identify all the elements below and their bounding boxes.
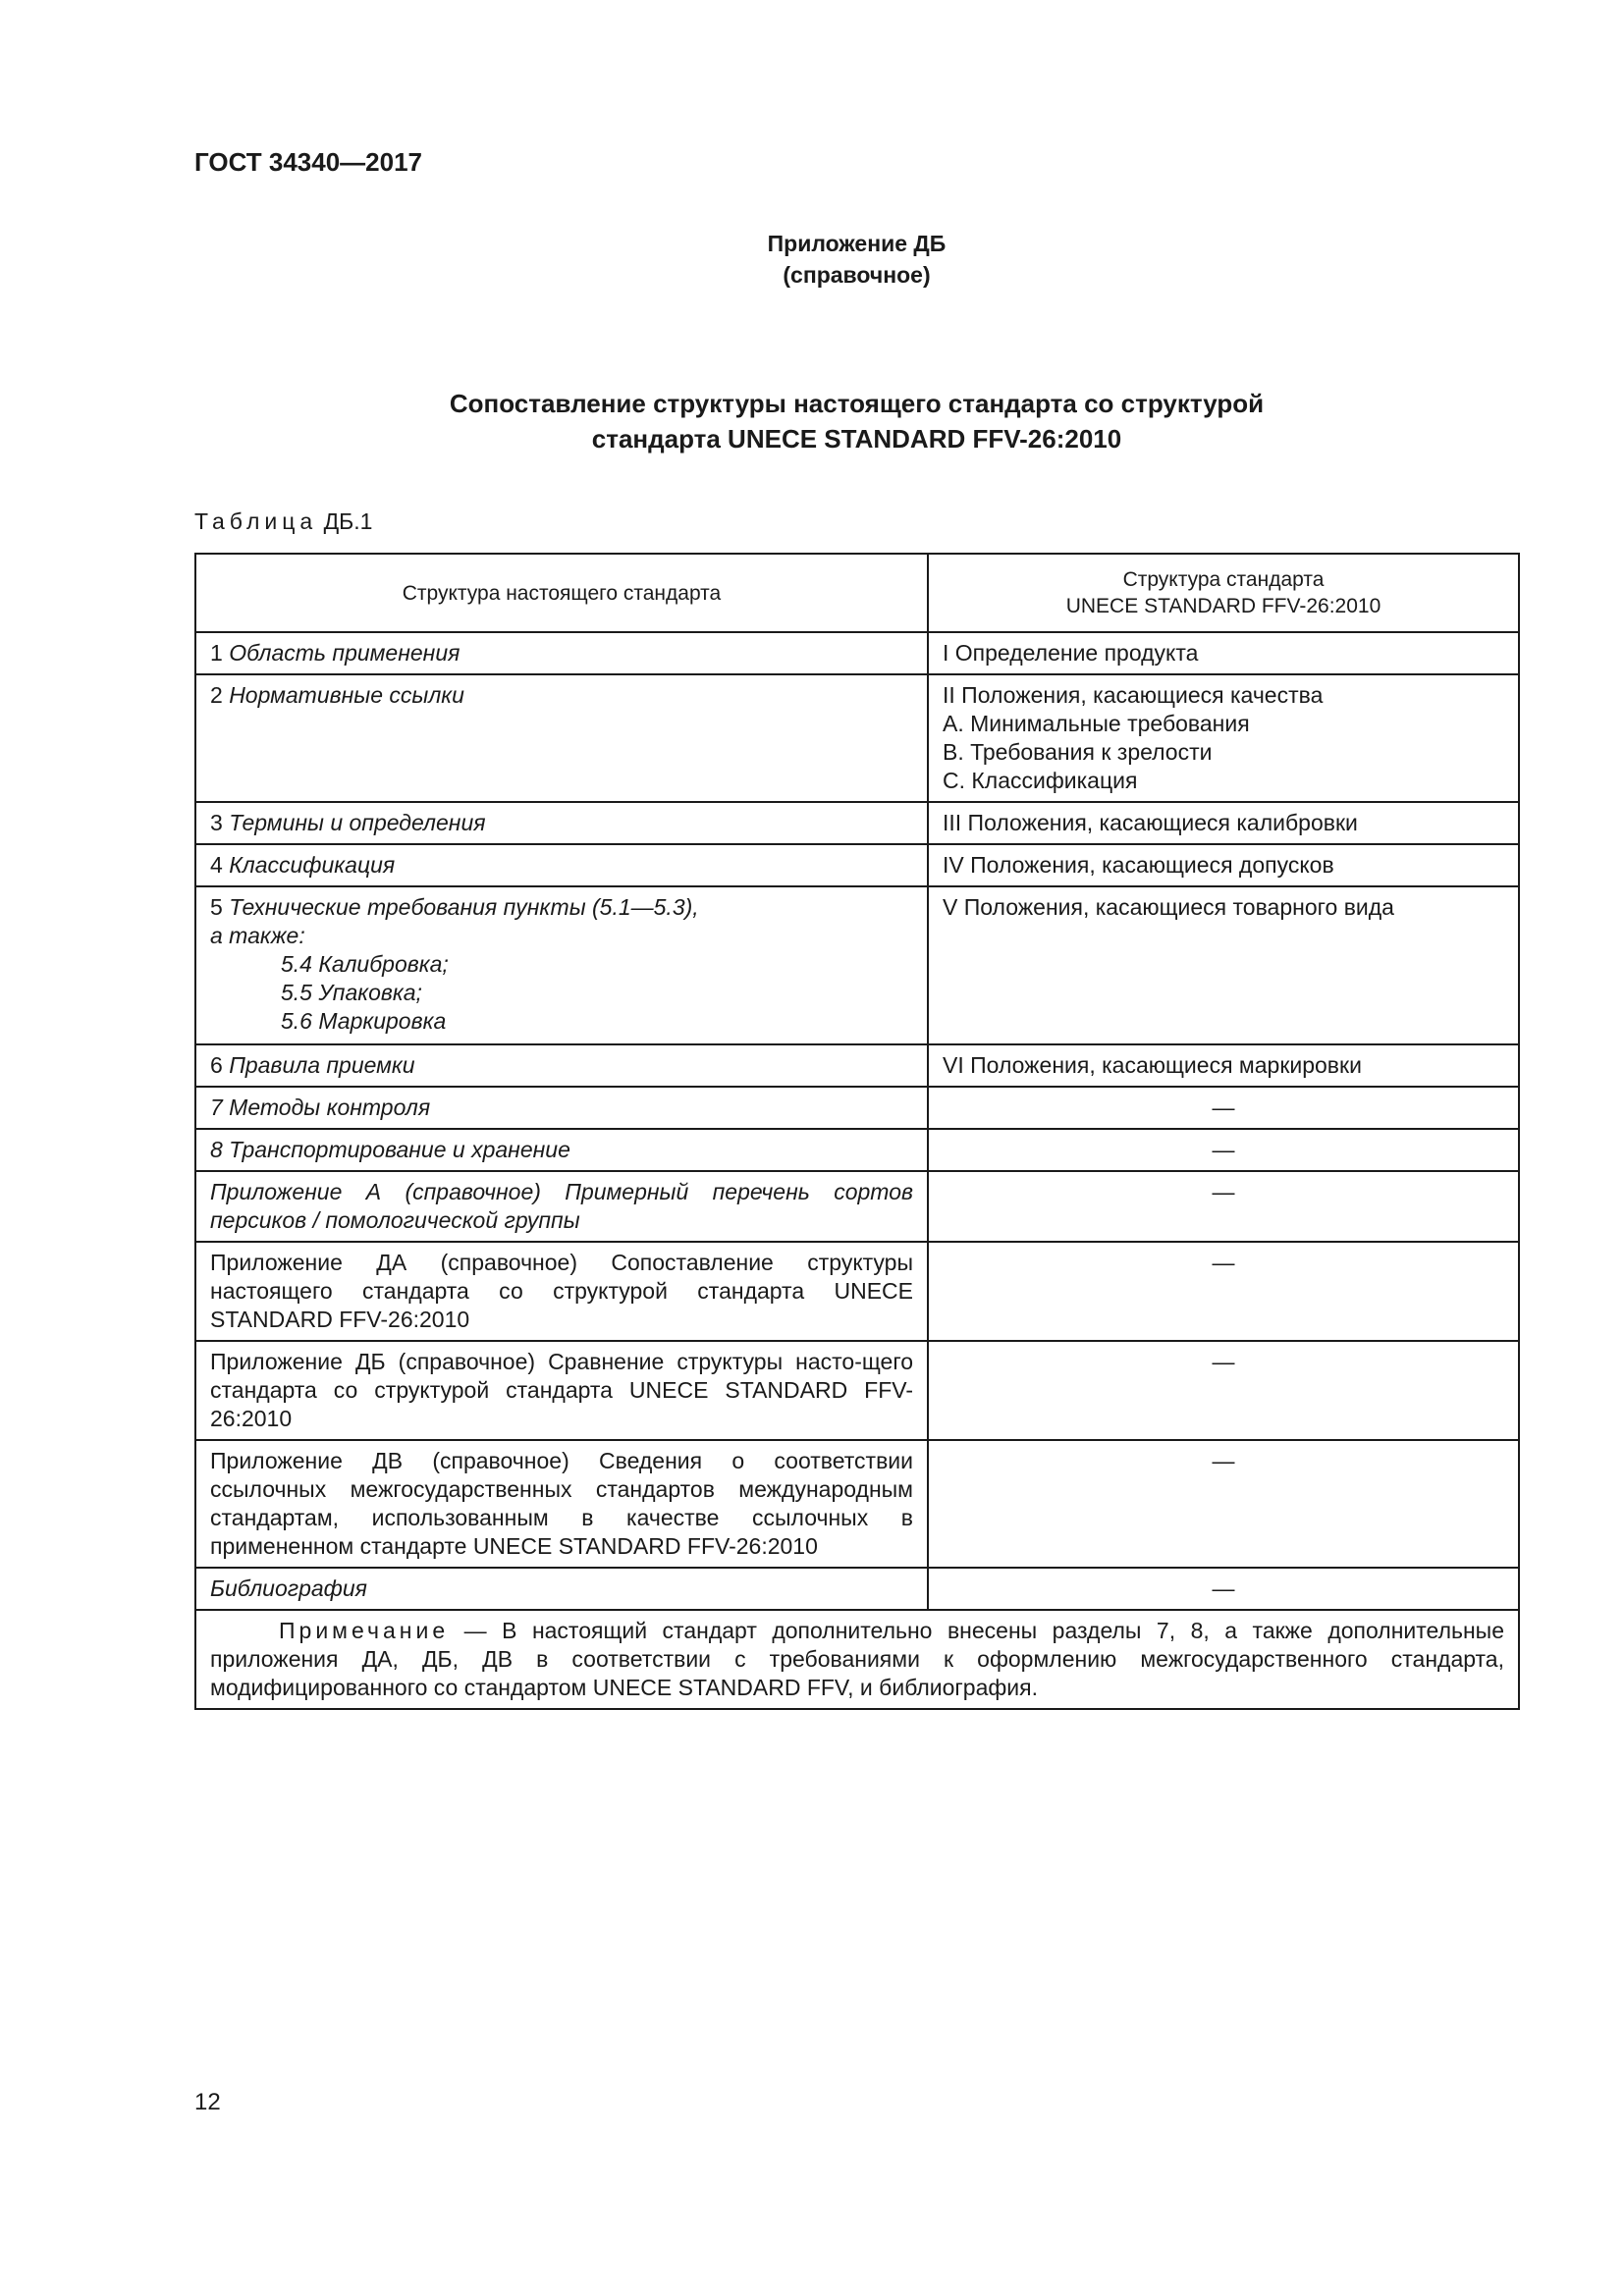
right-line: II Положения, касающиеся качества — [943, 682, 1324, 708]
right-cell: — — [928, 1440, 1519, 1568]
document-code: ГОСТ 34340—2017 — [194, 147, 422, 177]
table-row — [195, 1242, 1519, 1341]
section-number: 4 — [210, 852, 223, 878]
left-cell — [195, 674, 928, 802]
left-cell — [195, 1044, 928, 1087]
right-cell: — — [928, 1129, 1519, 1171]
left-cell: Приложение ДА (справочное) Сопоставление структуры настоящего стандарта со структурой стандарта UNECE STANDARD FFV-26:2010 — [195, 1242, 928, 1341]
table-caption-number: ДБ.1 — [323, 508, 373, 534]
table-row — [195, 674, 1519, 802]
right-cell: I Определение продукта — [928, 632, 1519, 674]
right-cell: III Положения, касающиеся калибровки — [928, 802, 1519, 844]
col2-header — [928, 554, 1519, 632]
section-number: 3 — [210, 810, 223, 835]
table-row — [195, 1440, 1519, 1568]
right-cell: — — [928, 1341, 1519, 1440]
table-row — [195, 844, 1519, 886]
table-row — [195, 802, 1519, 844]
right-line: С. Классификация — [943, 768, 1138, 793]
note-text: — В настоящий стандарт дополнительно внесены разделы 7, 8, а также дополнительные приложения ДА, ДБ, ДВ в соответствии с требованиями к оформлению межгосударственного стандарта, модифицированного со стандартом UNECE STANDARD FFV, и библиография. — [210, 1618, 1504, 1700]
section-number: 1 — [210, 640, 223, 666]
left-cell — [195, 844, 928, 886]
left-cell — [195, 632, 928, 674]
section-title: Область применения — [229, 640, 460, 666]
right-cell: V Положения, касающиеся товарного вида — [928, 886, 1519, 1044]
appendix-name: Приложение ДБ — [767, 231, 947, 256]
col1-header-text: Структура настоящего стандарта — [402, 581, 722, 605]
left-cell: 8 Транспортирование и хранение — [195, 1129, 928, 1171]
right-line: А. Минимальные требования — [943, 711, 1250, 736]
table-row — [195, 1044, 1519, 1087]
sub-item: 5.4 Калибровка; — [281, 951, 449, 977]
title-line-2: стандарта UNECE STANDARD FFV-26:2010 — [591, 424, 1122, 454]
right-cell — [928, 674, 1519, 802]
left-cell — [195, 886, 928, 1044]
document-title — [0, 386, 1624, 456]
left-cell: Приложение А (справочное) Примерный перечень сортов персиков / помологической группы — [195, 1171, 928, 1242]
table-row — [195, 1341, 1519, 1440]
sub-item: 5.5 Упаковка; — [281, 980, 422, 1005]
col2-header-line2: UNECE STANDARD FFV-26:2010 — [1065, 595, 1381, 617]
appendix-kind: (справочное) — [783, 262, 931, 288]
section-title: Правила приемки — [229, 1052, 415, 1078]
appendix-heading — [0, 228, 1624, 291]
left-cell: 7 Методы контроля — [195, 1087, 928, 1129]
right-cell: — — [928, 1568, 1519, 1610]
left-cell: Библиография — [195, 1568, 928, 1610]
section-number: 5 — [210, 894, 223, 920]
table-note-row — [195, 1610, 1519, 1709]
sub-item: 5.6 Маркировка — [281, 1008, 447, 1034]
col2-header-line1: Структура стандарта — [1122, 568, 1325, 591]
table-row — [195, 1171, 1519, 1242]
right-cell: — — [928, 1242, 1519, 1341]
left-cell: Приложение ДВ (справочное) Сведения о соответствии ссылочных межгосударственных стандартов международным стандартам, использованным в качестве ссылочных в примененном стандарте UNECE STANDARD FFV-26:2010 — [195, 1440, 928, 1568]
section-title: Классификация — [229, 852, 396, 878]
left-cell — [195, 802, 928, 844]
right-cell: IV Положения, касающиеся допусков — [928, 844, 1519, 886]
table-caption — [194, 508, 372, 535]
left-cell: Приложение ДБ (справочное) Сравнение структуры насто-щего стандарта со структурой стандарта UNECE STANDARD FFV-26:2010 — [195, 1341, 928, 1440]
table-note — [195, 1610, 1519, 1709]
table-row — [195, 886, 1519, 1044]
right-cell: VI Положения, касающиеся маркировки — [928, 1044, 1519, 1087]
section-title: Термины и определения — [229, 810, 486, 835]
page-number: 12 — [194, 2089, 221, 2115]
title-line-1: Сопоставление структуры настоящего стандарта со структурой — [449, 389, 1265, 418]
table-row — [195, 1568, 1519, 1610]
structure-comparison-table — [194, 553, 1520, 1710]
section-title-continuation: а также: — [210, 923, 305, 948]
table-row — [195, 632, 1519, 674]
table-caption-prefix: Таблица — [194, 508, 318, 534]
table-row — [195, 1129, 1519, 1171]
section-title: Нормативные ссылки — [229, 682, 464, 708]
section-number: 6 — [210, 1052, 223, 1078]
table-row — [195, 1087, 1519, 1129]
right-line: В. Требования к зрелости — [943, 739, 1213, 765]
table-header-row — [195, 554, 1519, 632]
right-cell: — — [928, 1171, 1519, 1242]
col1-header — [195, 554, 928, 632]
section-number: 2 — [210, 682, 223, 708]
section-title: Технические требования пункты (5.1—5.3), — [229, 894, 699, 920]
note-label: Примечание — [279, 1618, 450, 1643]
right-cell: — — [928, 1087, 1519, 1129]
